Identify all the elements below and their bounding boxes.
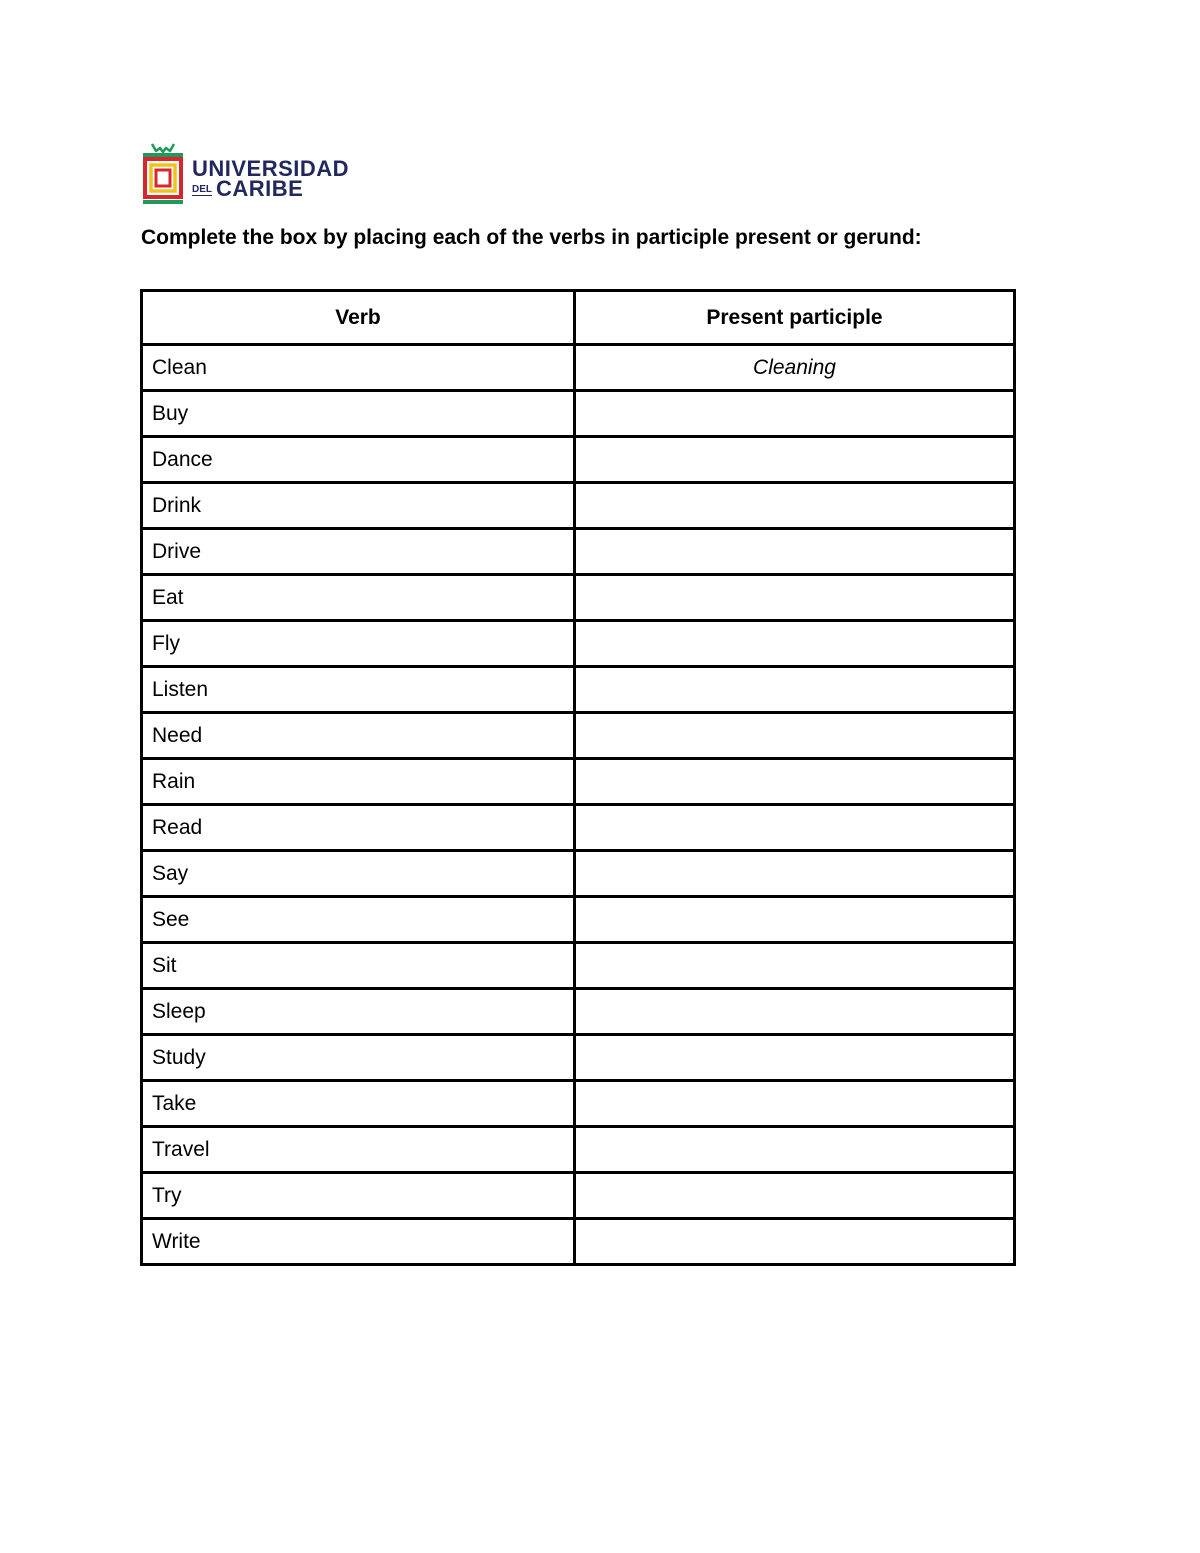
- verb-cell: Rain: [142, 759, 575, 805]
- verb-cell: See: [142, 897, 575, 943]
- participle-cell[interactable]: Cleaning: [575, 345, 1015, 391]
- participle-cell[interactable]: [575, 805, 1015, 851]
- verb-cell: Drink: [142, 483, 575, 529]
- verb-cell: Dance: [142, 437, 575, 483]
- logo-wordmark-universidad: UNIVERSIDAD: [192, 156, 350, 181]
- table-row: [142, 1127, 1015, 1173]
- column-header-verb: Verb: [142, 291, 575, 345]
- table-header-row: [142, 291, 1015, 345]
- participle-cell[interactable]: [575, 1173, 1015, 1219]
- logo-emblem-icon: [140, 140, 186, 206]
- verb-cell: Read: [142, 805, 575, 851]
- table-row: [142, 713, 1015, 759]
- verb-cell: Try: [142, 1173, 575, 1219]
- table-row: [142, 943, 1015, 989]
- participle-cell[interactable]: [575, 483, 1015, 529]
- table-row: [142, 483, 1015, 529]
- participle-cell[interactable]: [575, 391, 1015, 437]
- participle-cell[interactable]: [575, 851, 1015, 897]
- table-row: [142, 437, 1015, 483]
- table-row: [142, 989, 1015, 1035]
- participle-cell[interactable]: [575, 621, 1015, 667]
- table-row: [142, 391, 1015, 437]
- verb-cell: Need: [142, 713, 575, 759]
- verb-cell: Sleep: [142, 989, 575, 1035]
- table-row: [142, 897, 1015, 943]
- verb-cell: Listen: [142, 667, 575, 713]
- verb-cell: Study: [142, 1035, 575, 1081]
- participle-cell[interactable]: [575, 1035, 1015, 1081]
- table-row: [142, 529, 1015, 575]
- participle-cell[interactable]: [575, 1127, 1015, 1173]
- table-row: [142, 621, 1015, 667]
- participle-cell[interactable]: [575, 1219, 1015, 1265]
- table-row: [142, 345, 1015, 391]
- table-row: [142, 851, 1015, 897]
- verb-table: [140, 289, 1016, 1266]
- table-row: [142, 575, 1015, 621]
- table-row: [142, 1035, 1015, 1081]
- column-header-present-participle: Present participle: [575, 291, 1015, 345]
- table-row: [142, 1081, 1015, 1127]
- participle-cell[interactable]: [575, 713, 1015, 759]
- verb-cell: Eat: [142, 575, 575, 621]
- participle-cell[interactable]: [575, 1081, 1015, 1127]
- participle-cell[interactable]: [575, 989, 1015, 1035]
- table-row: [142, 805, 1015, 851]
- participle-cell[interactable]: [575, 529, 1015, 575]
- participle-cell[interactable]: [575, 437, 1015, 483]
- table-row: [142, 1173, 1015, 1219]
- participle-cell[interactable]: [575, 897, 1015, 943]
- participle-cell[interactable]: [575, 667, 1015, 713]
- verb-cell: Write: [142, 1219, 575, 1265]
- logo-wordmark-del: DEL: [192, 184, 212, 195]
- verb-cell: Buy: [142, 391, 575, 437]
- participle-cell[interactable]: [575, 759, 1015, 805]
- logo-wordmark-caribe: CARIBE: [216, 176, 304, 201]
- verb-cell: Clean: [142, 345, 575, 391]
- verb-cell: Fly: [142, 621, 575, 667]
- verb-cell: Travel: [142, 1127, 575, 1173]
- table-row: [142, 759, 1015, 805]
- participle-cell[interactable]: [575, 943, 1015, 989]
- instruction-text: Complete the box by placing each of the verbs in participle present or gerund:: [141, 226, 922, 249]
- table-row: [142, 667, 1015, 713]
- university-logo: [140, 140, 360, 206]
- table-row: [142, 1219, 1015, 1265]
- participle-cell[interactable]: [575, 575, 1015, 621]
- verb-cell: Drive: [142, 529, 575, 575]
- verb-cell: Take: [142, 1081, 575, 1127]
- verb-cell: Sit: [142, 943, 575, 989]
- verb-cell: Say: [142, 851, 575, 897]
